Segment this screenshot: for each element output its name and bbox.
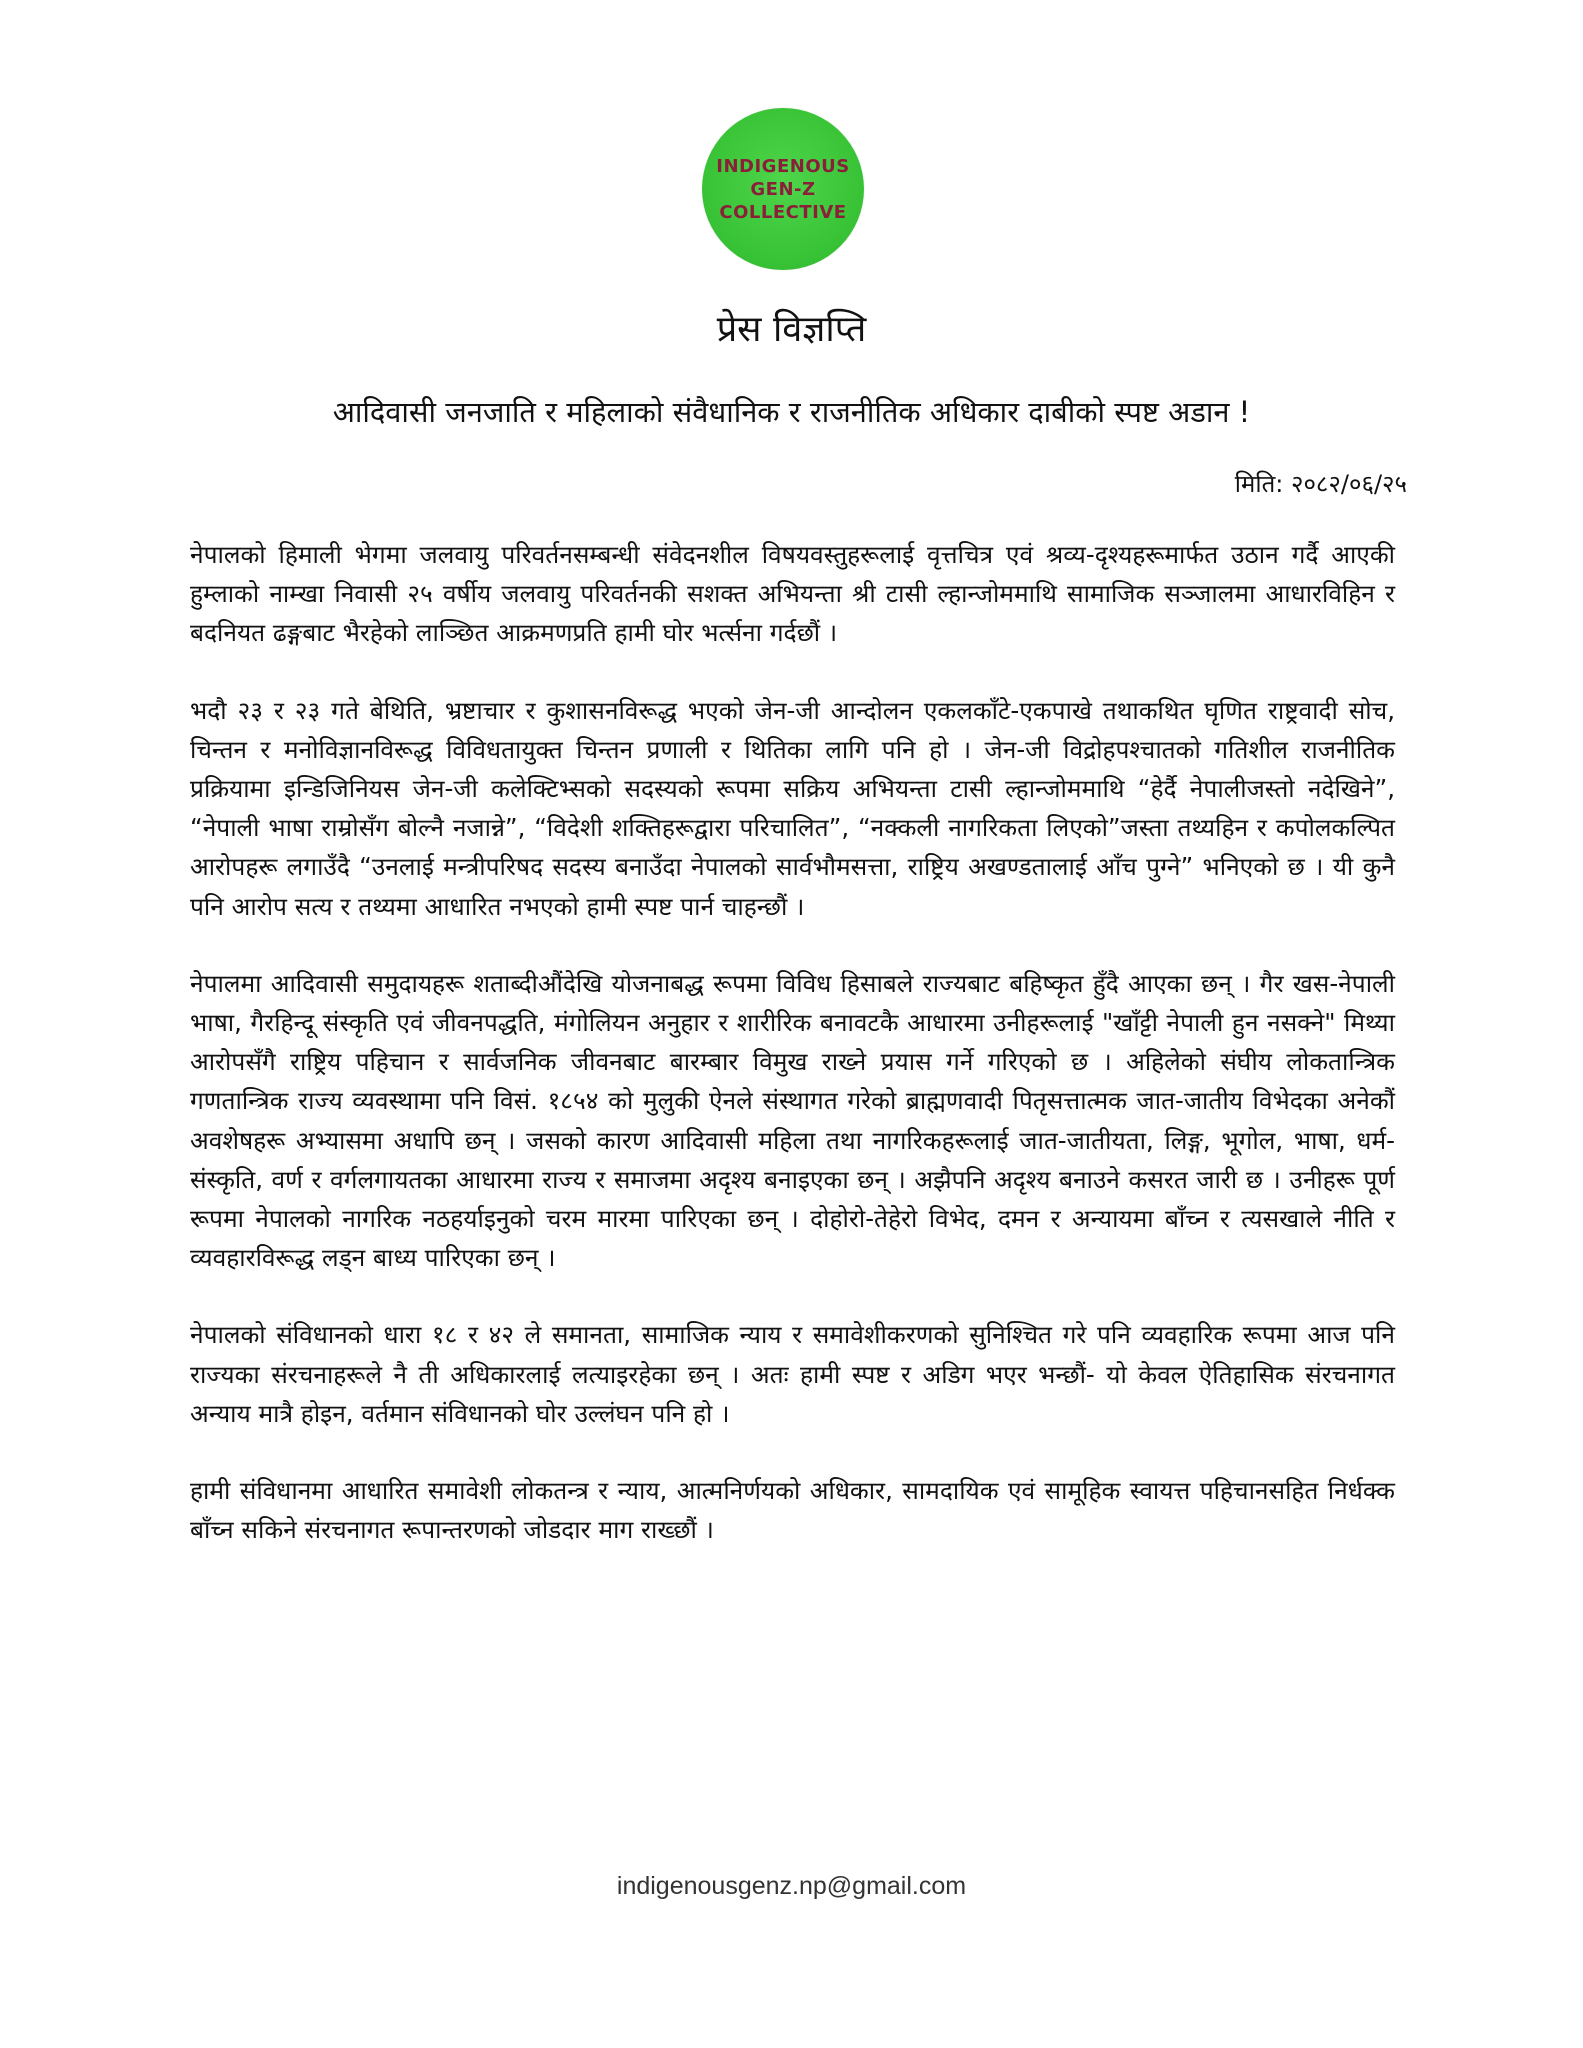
paragraph-4: नेपालको संविधानको धारा १८ र ४२ ले समानता, सामाजिक न्याय र समावेशीकरणको सुनिश्चित गरे पनि व्यवहारिक रूपमा आज पनि राज्यका संरचनाहरूले नै ती अधिकारलाई लत्याइरहेका छन् । अतः हामी स्पष्ट र अडिग भएर भन्छौं- यो केवल ऐतिहासिक संरचनागत अन्याय मात्रै होइन, वर्तमान संविधानको घोर उल्लंघन पनि हो । — [190, 1320, 1395, 1428]
release-body — [190, 535, 1395, 1587]
logo-line-2: GEN-Z — [750, 178, 816, 200]
collective-logo — [702, 108, 864, 270]
paragraph-2: भदौ २३ र २३ गते बेथिति, भ्रष्टाचार र कुशासनविरूद्ध भएको जेन-जी आन्दोलन एकलकाँटे-एकपाखे तथाकथित घृणित राष्ट्रवादी सोच, चिन्तन र मनोविज्ञानविरूद्ध विविधतायुक्त चिन्तन प्रणाली र थितिका लागि पनि हो । जेन-जी विद्रोहपश्चातको गतिशील राजनीतिक प्रक्रियामा इन्डिजिनियस जेन-जी कलेक्टिभ्सको सदस्यको रूपमा सक्रिय अभियन्ता टासी ल्हान्जोममाथि “हेर्दै नेपालीजस्तो नदेखिने”, “नेपाली भाषा राम्रोसँग बोल्नै नजान्ने”, “विदेशी शक्तिहरूद्वारा परिचालित”, “नक्कली नागरिकता लिएको”जस्ता तथ्यहिन र कपोलकल्पित आरोपहरू लगाउँदै “उनलाई मन्त्रीपरिषद सदस्य बनाउँदा नेपालको सार्वभौमसत्ता, राष्ट्रिय अखण्डतालाई आँच पुग्ने” भनिएको छ । यी कुनै पनि आरोप सत्य र तथ्यमा आधारित नभएको हामी स्पष्ट पार्न चाहन्छौं । — [190, 695, 1395, 921]
paragraph-5: हामी संविधानमा आधारित समावेशी लोकतन्त्र र न्याय, आत्मनिर्णयको अधिकार, सामदायिक एवं सामूहिक स्वायत्त पहिचानसहित निर्धक्क बाँच्न सकिने संरचनागत रूपान्तरणको जोडदार माग राख्छौं । — [190, 1476, 1395, 1545]
logo-line-1: INDIGENOUS — [716, 155, 850, 177]
page-subtitle: आदिवासी जनजाति र महिलाको संवैधानिक र राजनीतिक अधिकार दाबीको स्पष्ट अडान ! — [332, 395, 1251, 429]
paragraph-3: नेपालमा आदिवासी समुदायहरू शताब्दीऔंदेखि योजनाबद्ध रूपमा विविध हिसाबले राज्यबाट बहिष्कृत हुँदै आएका छन् । गैर खस-नेपाली भाषा, गैरहिन्दू संस्कृति एवं जीवनपद्धति, मंगोलियन अनुहार र शारीरिक बनावटकै आधारमा उनीहरूलाई "खाँट्टी नेपाली हुन नसक्ने" मिथ्या आरोपसँगै राष्ट्रिय पहिचान र सार्वजनिक जीवनबाट बारम्बार विमुख राख्ने प्रयास गर्ने गरिएको छ । अहिलेको संघीय लोकतान्त्रिक गणतान्त्रिक राज्य व्यवस्थामा पनि विसं. १८५४ को मुलुकी ऐनले संस्थागत गरेको ब्राह्मणवादी पितृसत्तात्मक जात-जातीय विभेदका अनेकौं अवशेषहरू अभ्यासमा अधापि छन् । जसको कारण आदिवासी महिला तथा नागरिकहरूलाई जात-जातीयता, लिङ्ग, भूगोल, भाषा, धर्म-संस्कृति, वर्ण र वर्गलगायतका आधारमा राज्य र समाजमा अदृश्य बनाइएका छन् । अझैपनि अदृश्य बनाउने कसरत जारी छ । उनीहरू पूर्ण रूपमा नेपालको नागरिक नठहर्याइनुको चरम मारमा पारिएका छन् । दोहोरो-तेहेरो विभेद, दमन र अन्यायमा बाँच्न र त्यसखाले नीति र व्यवहारविरूद्ध लड्न बाध्य पारिएका छन् । — [190, 968, 1395, 1273]
logo-line-3: COLLECTIVE — [719, 201, 847, 223]
contact-email[interactable]: indigenousgenz.np@gmail.com — [616, 1872, 967, 1900]
page-title: प्रेस विज्ञप्ति — [716, 309, 867, 350]
release-date: मिति: २०८२/०६/२५ — [1234, 470, 1407, 498]
paragraph-1: नेपालको हिमाली भेगमा जलवायु परिवर्तनसम्बन्धी संवेदनशील विषयवस्तुहरूलाई वृत्तचित्र एवं श्रव्य-दृश्यहरूमार्फत उठान गर्दै आएकी हुम्लाको नाम्खा निवासी २५ वर्षीय जलवायु परिवर्तनकी सशक्त अभियन्ता श्री टासी ल्हान्जोममाथि सामाजिक सञ्जालमा आधारविहिन र बदनियत ढङ्गबाट भैरहेको लाञ्छित आक्रमणप्रति हामी घोर भर्त्सना गर्दछौं । — [190, 540, 1395, 648]
